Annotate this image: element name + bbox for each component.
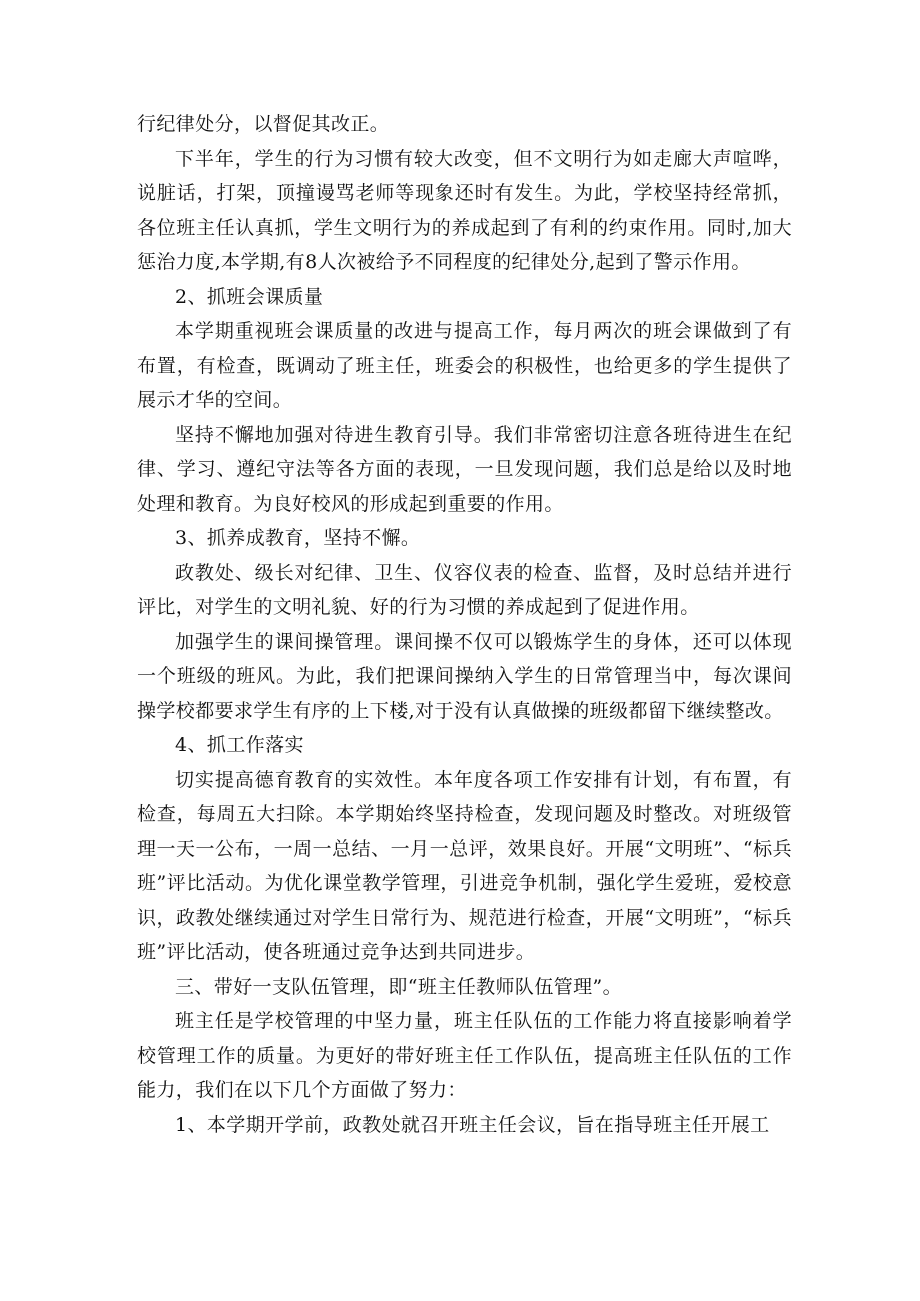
paragraph-exercise-management: 加强学生的课间操管理。课间操不仅可以锻炼学生的身体，还可以体现一个班级的班风。为此，我们把课间操纳入学生的日常管理当中，每次课间操学校都要求学生有序的上下楼,对于没有认真做操的班级都留下继续整改。 [137,630,792,722]
document-body [137,107,792,1142]
heading-work-implementation: 4、抓工作落实 [175,734,304,756]
paragraph-meeting-before-term: 1、本学期开学前，政教处就召开班主任会议，旨在指导班主任开展工 [175,1113,770,1136]
paragraph-head-teachers: 班主任是学校管理的中坚力量，班主任队伍的工作能力将直接影响着学校管理工作的质量。为更好的带好班主任工作队伍，提高班主任队伍的工作能力，我们在以下几个方面做了努力： [137,1010,792,1101]
heading-class-meeting-quality: 2、抓班会课质量 [175,285,324,308]
paragraph-second-half-behavior: 下半年，学生的行为习惯有较大改变，但不文明行为如走廊大声喧哗，说脏话，打架，顶撞谩骂老师等现象还时有发生。为此，学校坚持经常抓，各位班主任认真抓，学生文明行为的养成起到了有利的约束作用。同时,加大惩治力度,本学期,有8人次被给予不同程度的纪律处分,起到了警示作用。 [137,147,792,273]
paragraph-inspection: 政教处、级长对纪律、卫生、仪容仪表的检查、监督，及时总结并进行评比，对学生的文明礼貌、好的行为习惯的养成起到了促进作用。 [137,561,792,618]
heading-habit-education: 3、抓养成教育，坚持不懈。 [175,527,421,549]
paragraph-moral-education: 切实提高德育教育的实效性。本年度各项工作安排有计划，有布置，有检查，每周五大扫除。本学期始终坚持检查，发现问题及时整改。对班级管理一天一公布，一周一总结、一月一总评，效果良好。开展“文明班”、“标兵班”评比活动。为优化课堂教学管理，引进竞争机制，强化学生爱班，爱校意识，政教处继续通过对学生日常行为、规范进行检查，开展“文明班”，“标兵班”评比活动，使各班通过竞争达到共同进步。 [137,768,792,963]
paragraph-lagging-students: 坚持不懈地加强对待进生教育引导。我们非常密切注意各班待进生在纪律、学习、遵纪守法等各方面的表现，一旦发现问题，我们总是给以及时地处理和教育。为良好校风的形成起到重要的作用。 [137,423,792,515]
paragraph-class-meeting: 本学期重视班会课质量的改进与提高工作，每月两次的班会课做到了有布置，有检查，既调动了班主任，班委会的积极性，也给更多的学生提供了展示才华的空间。 [137,320,792,411]
heading-teacher-team: 三、带好一支队伍管理，即“班主任教师队伍管理”。 [175,975,623,998]
paragraph-continuation: 行纪律处分，以督促其改正。 [137,113,390,135]
